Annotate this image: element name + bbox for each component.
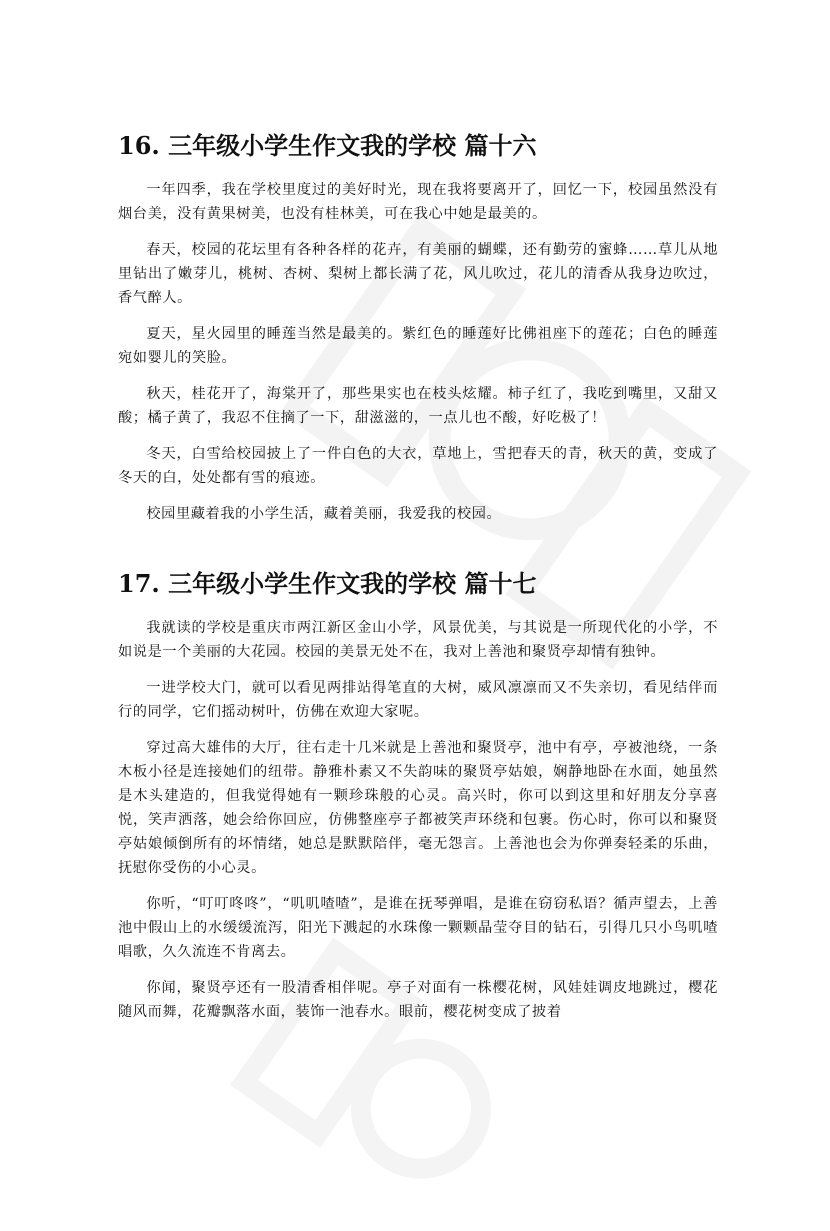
essay-section-16 xyxy=(118,126,718,526)
section-heading: 16. 三年级小学生作文我的学校 篇十六 xyxy=(118,131,537,160)
paragraph: 夏天，星火园里的睡莲当然是最美的。紫红色的睡莲好比佛祖座下的莲花；白色的睡莲宛如婴儿的笑脸。 xyxy=(118,326,718,366)
essay-section-17 xyxy=(118,564,718,1024)
paragraph: 穿过高大雄伟的大厅，往右走十几米就是上善池和聚贤亭，池中有亭，亭被池绕，一条木板小径是连接她们的纽带。静雅朴素又不失韵味的聚贤亭姑娘，娴静地卧在水面，她虽然是木头建造的，但我觉得她有一颗珍珠般的心灵。高兴时，你可以到这里和好朋友分享喜悦，笑声洒落，她会给你回应，仿佛整座亭子都被笑声环绕和包裹。伤心时，你可以和聚贤亭姑娘倾倒所有的坏情绪，她总是默默陪伴，毫无怨言。上善池也会为你弹奏轻柔的乐曲，抚慰你受伤的小心灵。 xyxy=(118,740,718,876)
paragraph: 校园里藏着我的小学生活，藏着美丽，我爱我的校园。 xyxy=(146,506,502,522)
paragraph: 你听，“叮叮咚咚”，“叽叽喳喳”，是谁在抚琴弹唱，是谁在窃窃私语？循声望去，上善池中假山上的水缓缓流泻，阳光下溅起的水珠像一颗颗晶莹夺目的钻石，引得几只小鸟叽喳唱歌，久久流连不肯离去。 xyxy=(118,896,718,960)
document-page xyxy=(118,126,718,1036)
paragraph: 你闻，聚贤亭还有一股清香相伴呢。亭子对面有一株樱花树，风娃娃调皮地跳过，樱花随风而舞，花瓣飘落水面，装饰一池春水。眼前，樱花树变成了披着 xyxy=(118,980,718,1020)
paragraph: 我就读的学校是重庆市两江新区金山小学，风景优美，与其说是一所现代化的小学，不如说是一个美丽的大花园。校园的美景无处不在，我对上善池和聚贤亭却情有独钟。 xyxy=(118,620,718,660)
paragraph: 一年四季，我在学校里度过的美好时光，现在我将要离开了，回忆一下，校园虽然没有烟台美，没有黄果树美，也没有桂林美，可在我心中她是最美的。 xyxy=(118,182,718,222)
paragraph: 秋天，桂花开了，海棠开了，那些果实也在枝头炫耀。柿子红了，我吃到嘴里，又甜又酸；橘子黄了，我忍不住摘了一下，甜滋滋的，一点儿也不酸，好吃极了！ xyxy=(118,386,718,426)
paragraph: 冬天，白雪给校园披上了一件白色的大衣，草地上，雪把春天的青，秋天的黄，变成了冬天的白，处处都有雪的痕迹。 xyxy=(118,446,718,486)
section-heading: 17. 三年级小学生作文我的学校 篇十七 xyxy=(118,569,537,598)
paragraph: 春天，校园的花坛里有各种各样的花卉，有美丽的蝴蝶，还有勤劳的蜜蜂……草儿从地里钻出了嫩芽儿，桃树、杏树、梨树上都长满了花，风儿吹过，花儿的清香从我身边吹过，香气醉人。 xyxy=(118,242,718,306)
paragraph: 一进学校大门，就可以看见两排站得笔直的大树，威风凛凛而又不失亲切，看见结伴而行的同学，它们摇动树叶，仿佛在欢迎大家呢。 xyxy=(118,680,718,720)
